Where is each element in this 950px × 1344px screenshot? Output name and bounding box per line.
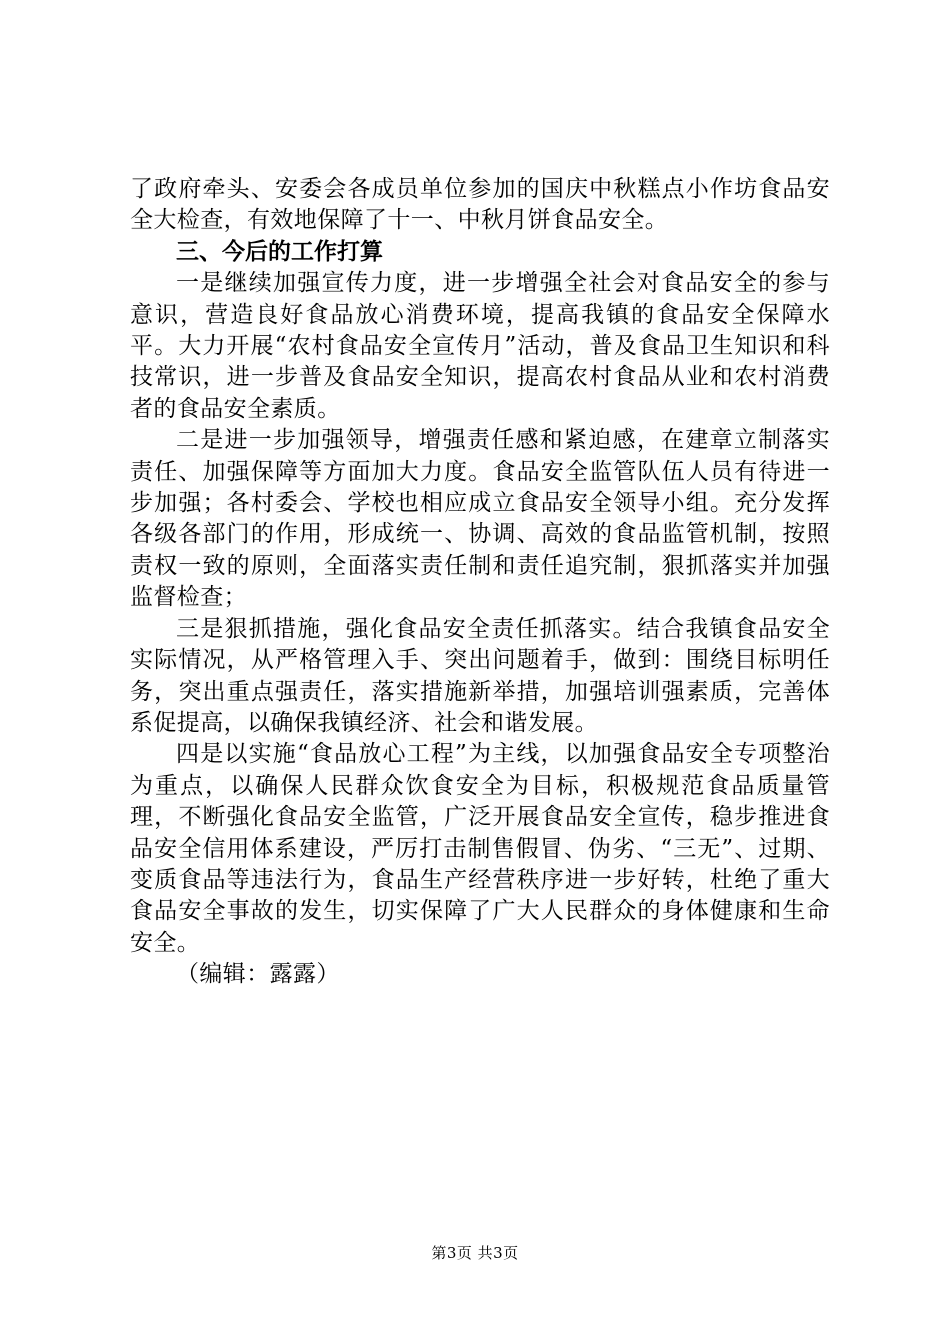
document-body — [130, 174, 830, 991]
page-footer — [0, 1243, 950, 1263]
paragraph-item-four: 四是以实施“食品放心工程”为主线，以加强食品安全专项整治为重点，以确保人民群众饮食安全为目标，积极规范食品质量管理，不断强化食品安全监管，广泛开展食品安全宣传，稳步推进食品安全信用体系建设，严厉打击制售假冒、伪劣、“三无”、过期、变质食品等违法行为，食品生产经营秩序进一步好转，杜绝了重大食品安全事故的发生，切实保障了广大人民群众的身体健康和生命安全。 — [130, 741, 830, 956]
paragraph-item-three: 三是狠抓措施，强化食品安全责任抓落实。结合我镇食品安全实际情况，从严格管理入手、突出问题着手，做到：围绕目标明任务，突出重点强责任，落实措施新举措，加强培训强素质，完善体系促提高，以确保我镇经济、社会和谐发展。 — [130, 615, 830, 736]
page-number: 第3页 共3页 — [431, 1244, 519, 1262]
paragraph-item-one: 一是继续加强宣传力度，进一步增强全社会对食品安全的参与意识，营造良好食品放心消费环境，提高我镇的食品安全保障水平。大力开展“农村食品安全宣传月”活动，普及食品卫生知识和科技常识，进一步普及食品安全知识，提高农村食品从业和农村消费者的食品安全素质。 — [130, 270, 830, 422]
editor-note: （编辑：露露） — [176, 961, 340, 988]
paragraph-item-two: 二是进一步加强领导，增强责任感和紧迫感，在建章立制落实责任、加强保障等方面加大力度。食品安全监管队伍人员有待进一步加强；各村委会、学校也相应成立食品安全领导小组。充分发挥各级各部门的作用，形成统一、协调、高效的食品监管机制，按照责权一致的原则，全面落实责任制和责任追究制，狠抓落实并加强监督检查； — [130, 427, 830, 611]
section-heading: 三、今后的工作打算 — [176, 238, 383, 265]
paragraph-continuation: 了政府牵头、安委会各成员单位参加的国庆中秋糕点小作坊食品安全大检查，有效地保障了十一、中秋月饼食品安全。 — [130, 176, 830, 234]
